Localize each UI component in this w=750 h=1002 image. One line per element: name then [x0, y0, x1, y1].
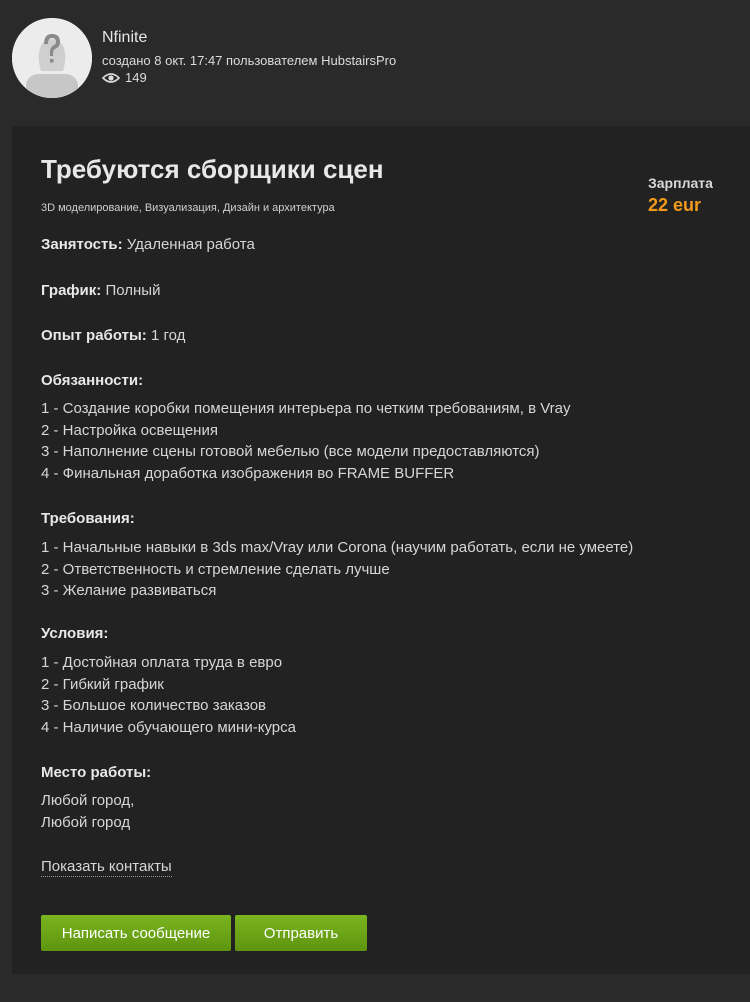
- avatar[interactable]: [12, 18, 92, 98]
- author-name[interactable]: Nfinite: [102, 29, 148, 46]
- duties-list: [41, 398, 571, 484]
- requirements-title: Требования:: [41, 510, 135, 527]
- duties-title: Обязанности:: [41, 372, 144, 389]
- experience-field: [41, 327, 185, 344]
- views-count: 149: [125, 70, 147, 85]
- experience-label: Опыт работы:: [41, 327, 147, 344]
- list-item: 3 - Желание развиваться: [41, 582, 217, 599]
- list-item: 3 - Большое количество заказов: [41, 697, 266, 714]
- show-contacts-link[interactable]: Показать контакты: [41, 858, 172, 875]
- conditions-list: [41, 652, 296, 738]
- post-meta: создано 8 окт. 17:47 пользователем HubstairsPro: [102, 53, 397, 68]
- list-item: 1 - Достойная оплата труда в евро: [41, 654, 283, 671]
- list-item: 2 - Настройка освещения: [41, 421, 218, 439]
- conditions-title: Условия:: [41, 625, 109, 642]
- schedule-label: График:: [41, 282, 102, 299]
- author-header: [0, 0, 750, 126]
- views-counter: [102, 70, 147, 85]
- list-item: 4 - Наличие обучающего мини-курса: [41, 718, 296, 736]
- location-title: Место работы:: [41, 764, 152, 781]
- employment-value: Удаленная работа: [126, 236, 255, 253]
- location-list: [41, 790, 134, 833]
- vacancy-title: Требуются сборщики сцен: [41, 154, 384, 184]
- avatar-placeholder-icon: [12, 18, 92, 98]
- list-item: 1 - Создание коробки помещения интерьера по четким требованиям, в Vray: [41, 400, 571, 417]
- list-item: 2 - Ответственность и стремление сделать лучше: [41, 560, 390, 578]
- vacancy-card: [12, 126, 750, 974]
- write-message-button[interactable]: Написать сообщение: [41, 915, 231, 951]
- salary-label: Зарплата: [648, 175, 713, 191]
- employment-field: [41, 236, 255, 253]
- eye-icon: [102, 72, 120, 84]
- vacancy-categories: 3D моделирование, Визуализация, Дизайн и архитектура: [41, 202, 335, 214]
- schedule-field: [41, 282, 160, 299]
- list-item: 3 - Наполнение сцены готовой мебелью (все модели предоставляются): [41, 443, 540, 460]
- requirements-list: [41, 537, 633, 602]
- list-item: Любой город: [41, 813, 131, 831]
- schedule-value: Полный: [105, 282, 161, 299]
- list-item: 1 - Начальные навыки в 3ds max/Vray или Corona (научим работать, если не умеете): [41, 539, 634, 556]
- list-item: 2 - Гибкий график: [41, 675, 164, 693]
- employment-label: Занятость:: [41, 236, 123, 253]
- experience-value: 1 год: [150, 327, 186, 344]
- send-button[interactable]: Отправить: [235, 915, 367, 951]
- list-item: 4 - Финальная доработка изображения во FRAME BUFFER: [41, 464, 455, 482]
- salary-value: 22 eur: [648, 195, 702, 215]
- list-item: Любой город,: [41, 792, 135, 809]
